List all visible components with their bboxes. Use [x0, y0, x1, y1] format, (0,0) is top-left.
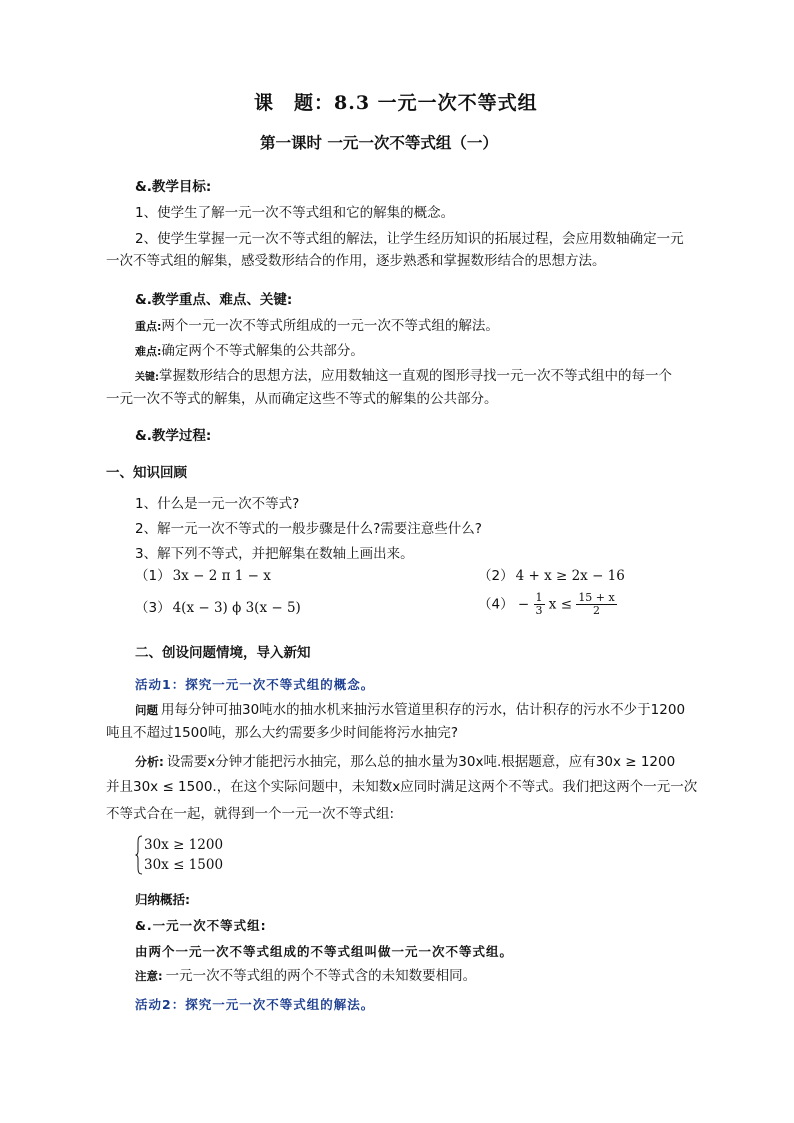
system-inequality-2: 30x ≤ 1500: [144, 857, 224, 873]
fraction-2-numerator: 15 + x: [578, 591, 615, 604]
definition-heading: &.一元一次不等式组:: [135, 918, 267, 933]
system-inequality-1: 30x ≥ 1200: [144, 837, 224, 853]
problem-1-expression: 3x − 2 π 1 − x: [172, 568, 271, 584]
key-label: 关键:: [135, 372, 159, 383]
fraction-1-denominator: 3: [535, 604, 543, 617]
summary-heading: 归纳概括:: [135, 892, 190, 907]
analysis-line-2: 并且30x ≤ 1500.，在这个实际问题中，未知数x应同时满足这两个不等式。我们把这两个一元一次: [106, 779, 698, 795]
activity-1: 活动1：探究一元一次不等式组的概念。: [135, 677, 375, 692]
page-title: 课 题：8.3 一元一次不等式组: [254, 92, 538, 114]
fraction-2-denominator: 2: [593, 604, 601, 617]
analysis-text-1: 设需要x分钟才能把污水抽完，那么总的抽水量为30x吨.根据题意，应有30x ≥ 1200: [166, 754, 676, 770]
process-heading: &.教学过程:: [135, 428, 212, 444]
analysis-line-1: [135, 752, 675, 772]
difficulty-line: [135, 341, 364, 362]
difficulty-text: 确定两个不等式解集的公共部分。: [161, 343, 364, 359]
problem-4: [478, 592, 617, 617]
activity-2: 活动2：探究一元一次不等式组的解法。: [135, 997, 375, 1012]
review-question-2: 2、解一元一次不等式的一般步骤是什么?需要注意些什么?: [135, 521, 482, 537]
problem-2: [478, 566, 625, 586]
problem-text-1: 用每分钟可抽30吨水的抽水机来抽污水管道里积存的污水，估计积存的污水不少于1200: [161, 702, 686, 718]
note-label: 注意:: [135, 969, 163, 983]
problem-4-middle: x ≤: [548, 596, 573, 613]
problem-4-fraction-1: [534, 592, 545, 617]
note-line: [135, 966, 476, 986]
review-heading: 一、知识回顾: [106, 465, 187, 481]
definition-text: 由两个一元一次不等式组成的不等式组叫做一元一次不等式组。: [135, 944, 514, 959]
analysis-line-3: 不等式合在一起，就得到一个一元一次不等式组:: [106, 806, 395, 822]
problem-1-label: （1）: [135, 568, 171, 584]
problem-3: [135, 598, 301, 618]
problem-4-fraction-2: [576, 592, 616, 617]
focus-text: 两个一元一次不等式所组成的一元一次不等式组的解法。: [161, 318, 499, 334]
left-brace-icon: [135, 835, 143, 875]
objective-item-1: 1、使学生了解一元一次不等式组和它的解集的概念。: [135, 205, 455, 221]
focus-line: [135, 316, 499, 337]
problem-2-label: （2）: [478, 568, 514, 584]
focus-label: 重点:: [135, 320, 162, 333]
difficulty-label: 难点:: [135, 345, 162, 358]
problem-3-expression: 4(x − 3) ϕ 3(x − 5): [172, 600, 301, 616]
analysis-label: 分析:: [135, 755, 164, 769]
problem-statement-line-2: 吨且不超过1500吨，那么大约需要多少时间能将污水抽完?: [106, 725, 459, 741]
fraction-1-numerator: 1: [535, 591, 543, 604]
objective-item-2-line-2: 一次不等式组的解集，感受数形结合的作用，逐步熟悉和掌握数形结合的思想方法。: [106, 253, 606, 269]
note-text: 一元一次不等式组的两个不等式含的未知数要相同。: [165, 968, 477, 984]
page-subtitle: 第一课时 一元一次不等式组（一）: [260, 133, 498, 152]
key-line-2: 一元一次不等式的解集，从而确定这些不等式的解集的公共部分。: [106, 391, 498, 407]
objectives-heading: &.教学目标:: [135, 179, 212, 195]
problem-label: 问题: [135, 703, 158, 717]
situation-heading: 二、创设问题情境，导入新知: [135, 645, 311, 661]
review-question-1: 1、什么是一元一次不等式?: [135, 496, 300, 512]
problem-4-label: （4）: [478, 596, 514, 613]
keypoints-heading: &.教学重点、难点、关键:: [135, 292, 293, 308]
key-text-1: 掌握数形结合的思想方法，应用数轴这一直观的图形寻找一元一次不等式组中的每一个: [159, 368, 672, 384]
problem-statement-line-1: [135, 700, 685, 720]
problem-2-expression: 4 + x ≥ 2x − 16: [515, 568, 625, 584]
key-line-1: [135, 366, 672, 388]
problem-4-sign: −: [517, 596, 530, 613]
inequality-system: [135, 835, 225, 875]
review-question-3: 3、解下列不等式，并把解集在数轴上画出来。: [135, 546, 414, 562]
problem-3-label: （3）: [135, 600, 171, 616]
objective-item-2-line-1: 2、使学生掌握一元一次不等式组的解法，让学生经历知识的拓展过程，会应用数轴确定一元: [135, 231, 684, 247]
problem-1: [135, 566, 271, 586]
